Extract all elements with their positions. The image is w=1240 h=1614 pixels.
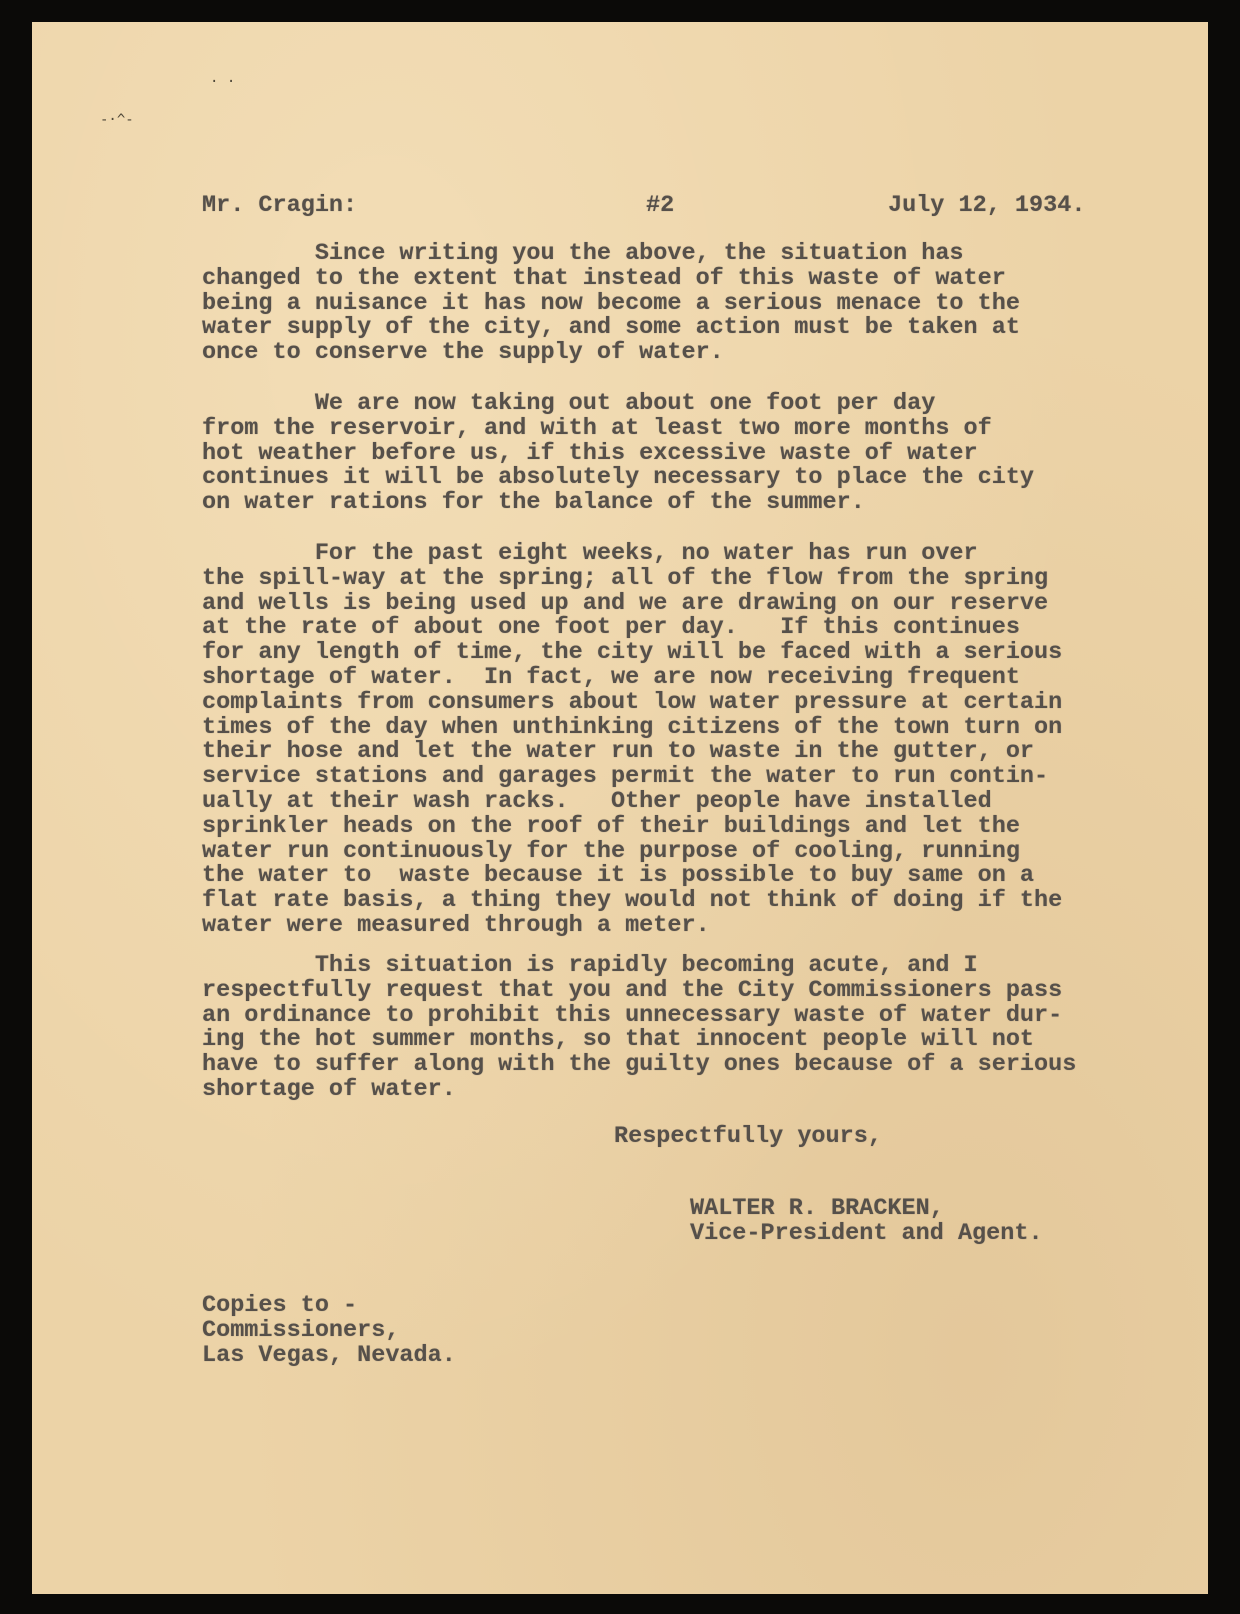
recipient-line: Mr. Cragin: xyxy=(202,192,358,219)
margin-corner-mark: -·^- xyxy=(100,112,134,128)
copies-label: Copies to - xyxy=(202,1292,358,1319)
paragraph-4: This situation is rapidly becoming acute, and I respectfully request that you and the City Commissioners pass an ordinance to prohibit this unnecessary waste of water dur- ing the hot summer months, so that innocent people will not have to suffer along with the guilty ones because of a serious shortage of water. xyxy=(202,952,1077,1103)
paragraph-2: We are now taking out about one foot per day from the reservoir, and with at least two more months of hot weather before us, if this excessive waste of water continues it will be absolutely necessary to place the city on water rations for the balance of the summer. xyxy=(202,390,1035,517)
paragraph-1: Since writing you the above, the situation has changed to the extent that instead of this waste of water being a nuisance it has now become a serious menace to the water supply of the city, and some action must be taken at once to conserve the supply of water. xyxy=(202,240,1020,367)
paragraph-3: For the past eight weeks, no water has run over the spill-way at the spring; all of the flow from the spring and wells is being used up and we are drawing on our reserve at the rate of about one foot per day. If this continues for any length of time, the city will be faced with a serious shortage of water. In fact, we are now receiving frequent complaints from consumers about low water pressure at certain times of the day when unthinking citizens of the town turn on their hose and let the water run to waste in the gutter, or service stations and garages permit the water to run contin- ually at their wash racks. Other people have installed sprinkler heads on the roof of their buildings and let the water run continuously for the purpose of cooling, running the water to waste because it is possible to buy same on a flat rate basis, a thing they would not think of doing if the water were measured through a meter. xyxy=(202,540,1063,939)
letter-page xyxy=(32,22,1208,1594)
copies-location: Las Vegas, Nevada. xyxy=(202,1342,456,1369)
copies-recipient: Commissioners, xyxy=(202,1317,400,1344)
signer-title: Vice-President and Agent. xyxy=(690,1220,1043,1247)
letter-date: July 12, 1934. xyxy=(888,192,1086,219)
closing-salutation: Respectfully yours, xyxy=(614,1123,882,1150)
margin-tick-marks: · · xyxy=(210,74,236,90)
page-number: #2 xyxy=(646,192,675,219)
signer-name: WALTER R. BRACKEN, xyxy=(690,1195,944,1222)
